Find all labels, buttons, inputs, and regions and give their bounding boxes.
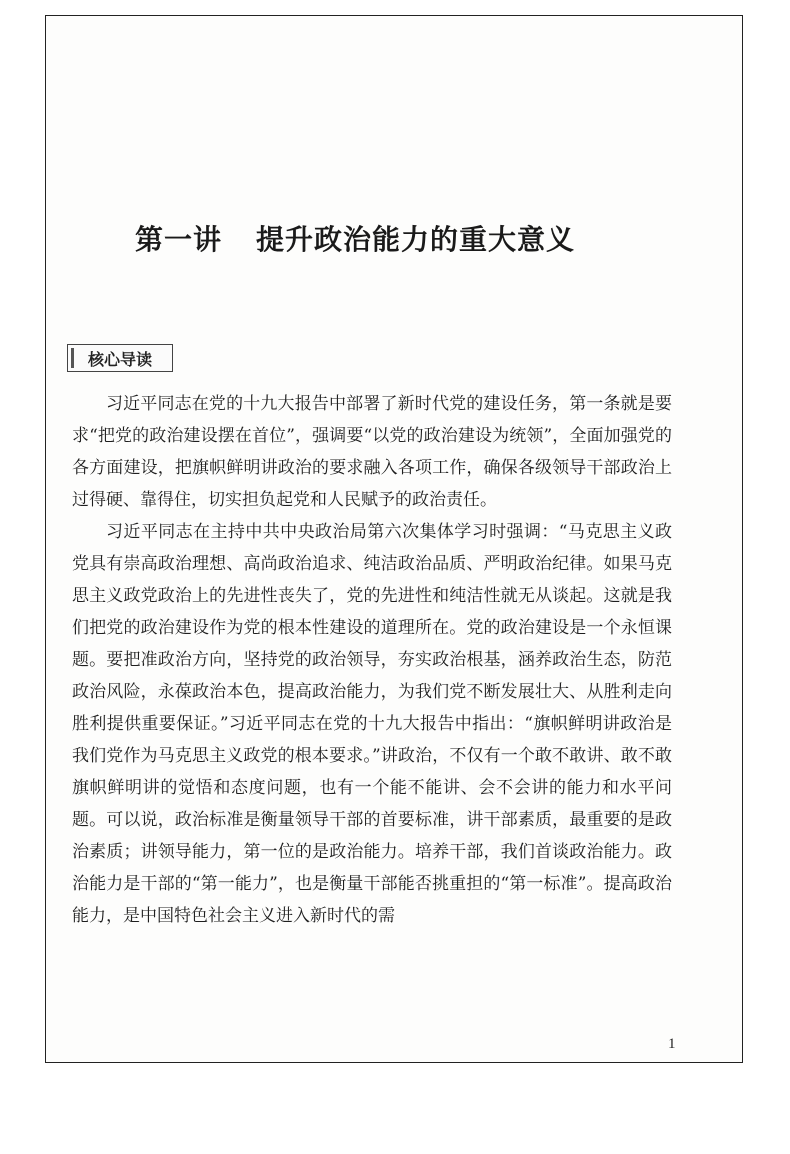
- chapter-title-text: 提升政治能力的重大意义: [256, 223, 576, 256]
- body-text: [72, 388, 672, 932]
- paragraph: 习近平同志在党的十九大报告中部署了新时代党的建设任务，第一条就是要求“把党的政治建设摆在首位”，强调要“以党的政治建设为统领”，全面加强党的各方面建设，把旗帜鲜明讲政治的要求融入各项工作，确保各级领导干部政治上过得硬、靠得住，切实担负起党和人民赋予的政治责任。: [72, 394, 672, 510]
- section-heading-label: 核心导读: [87, 349, 152, 369]
- page-number: 1: [668, 1036, 676, 1052]
- paragraph: 习近平同志在主持中共中央政治局第六次集体学习时强调：“马克思主义政党具有崇高政治理想、高尚政治追求、纯洁政治品质、严明政治纪律。如果马克思主义政党政治上的先进性丧失了，党的先进性和纯洁性就无从谈起。这就是我们把党的政治建设作为党的根本性建设的道理所在。党的政治建设是一个永恒课题。要把准政治方向，坚持党的政治领导，夯实政治根基，涵养政治生态，防范政治风险，永葆政治本色，提高政治能力，为我们党不断发展壮大、从胜利走向胜利提供重要保证。”习近平同志在党的十九大报告中指出：“旗帜鲜明讲政治是我们党作为马克思主义政党的根本要求。”讲政治，不仅有一个敢不敢讲、敢不敢旗帜鲜明讲的觉悟和态度问题，也有一个能不能讲、会不会讲的能力和水平问题。可以说，政治标准是衡量领导干部的首要标准，讲干部素质，最重要的是政治素质；讲领导能力，第一位的是政治能力。培养干部，我们首谈政治能力。政治能力是干部的“第一能力”，也是衡量干部能否挑重担的“第一标准”。提高政治能力，是中国特色社会主义进入新时代的需: [72, 522, 672, 926]
- chapter-number: 第一讲: [135, 223, 223, 256]
- chapter-title: [135, 218, 575, 258]
- section-heading: [67, 344, 173, 372]
